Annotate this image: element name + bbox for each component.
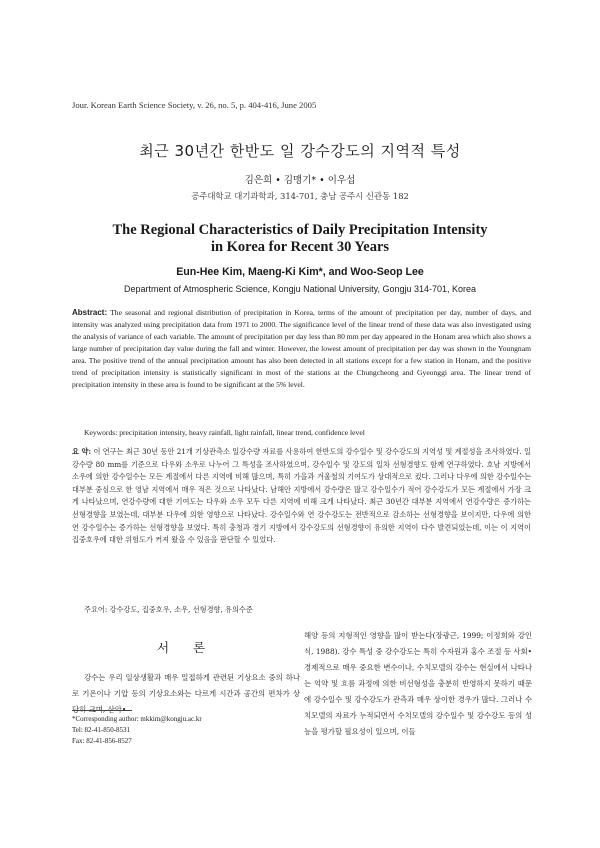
abstract-text: The seasonal and regional distribution of precipitation in Korea, terms of the amount of precipitation per day, number of days, and intensity was analyzed using precipitation data from 1971 to 2000. The significance level of the linear trend of these data was also investigated using the analysis of variance of each variable. The amount of precipitation per day less than 80 mm per day appeared in the Honam area which also shows a large number of precipitation day value during the fall and winter. However, the lowest amount of precipitation per day was shown in the Youngnam area. The positive trend of the annual precipitation amount has also been detected in all stations except for a few station in Honam, and the positive trend of precipitation intensity is statistically significant in most of the stations at the Chungcheong and Gyeonggi area. The linear trend of precipitation intensity in these area is found to be significant at the 5% level. — [72, 308, 532, 389]
authors-english: Eun-Hee Kim, Maeng-Ki Kim*, and Woo-Seop Lee — [176, 266, 424, 278]
korean-abstract-label: 요 약: — [72, 447, 92, 456]
footnote-fax: Fax: 82-41-856-8527 — [72, 737, 132, 745]
paper-title-english — [60, 222, 540, 256]
paper-title-korean: 최근 30년간 한반도 일 강수강도의 지역적 특성 — [139, 142, 461, 160]
section-title-introduction: 서 론 — [156, 640, 216, 655]
right-column — [304, 628, 532, 740]
footnote-divider — [72, 710, 132, 711]
left-column-body: 강수는 우리 일상생활과 매우 밀접하게 관련된 기상요소 중의 하나로 기온이나 기압 등의 기상요소와는 다르게 시간과 공간의 편차가 상당히 크며, 산악• — [72, 673, 300, 714]
title-english-line-1: The Regional Characteristics of Daily Precipitation Intensity — [112, 222, 488, 238]
keywords: Keywords: precipitation intensity, heavy rainfall, light rainfall, linear trend, confidence level — [84, 428, 365, 437]
left-column — [72, 638, 300, 718]
abstract — [72, 307, 531, 391]
footnote-tel: Tel: 82-41-850-8531 — [72, 726, 131, 734]
right-column-body: 해양 등의 지형적인 영향을 많이 받는다(장광근, 1999; 이정희와 강인식, 1988). 강수 특성 중 강수강도는 특히 수자원과 홍수 조절 등 사회•경제적으로 매우 중요한 변수이나, 수치모델의 강수는 현실에서 나타나는 억약 및 흐름 과정에 의한 비선형성을 충분히 반영하지 못하기 때문에 강수일수 및 강수강도가 관측과 매우 상이한 경우가 많다. 그러나 수치모델의 자료가 누적되면서 수치모델의 강수일수 및 강수강도 등의 성능을 평가할 필요성이 있으며, 이들 — [304, 631, 532, 736]
title-english-line-2: in Korea for Recent 30 Years — [210, 239, 390, 255]
affiliation-korean: 공주대학교 대기과학과, 314-701, 충남 공주시 신관동 182 — [191, 191, 409, 201]
korean-abstract-text: 이 연구는 최근 30년 동안 21개 기상관측소 일강수량 자료를 사용하여 한반도의 강수일수 및 강수강도의 지역성 및 계절성을 조사하였다. 일강수량 80 mm를 기준으로 다우와 소우로 나누어 그 특성을 조사하였으며, 강수일수 및 강도의 일차 선형경향도 함께 연구하였다. 호남 지방에서 소우에 의한 강수일수는 모든 계절에서 다른 지역에 비해 많으며, 특히 가을과 겨울철의 기여도가 상대적으로 컸다. 그러나 다우에 의한 강수일수는 대부분 중심으로 한 영남 지역에서 매우 적은 것으로 나타났다. 남해안 지방에서 강수량은 많고 강수일수가 적어 강수강도가 모든 계절에서 가장 크게 나타났으며, 연강수량에 대한 기여도는 다우와 소우 모두 다른 지역에 비해 크게 나타났다. 최근 30년간 대부분 지역에서 연강수량은 증가하는 선형경향을 보였는데, 대부분 다우에 의한 영향으로 나타났다. 강수일수와 연 강수강도는 전반적으로 감소하는 선형경향을 보이지만, 다우에 의한 연 강수일수는 증가하는 선형경향을 보였다. 특히 충청과 경기 지방에서 강수강도의 선형경향이 유의한 지역이 다수 발견되었는데, 이는 이 지역이 집중호우에 대한 위험도가 커져 왔을 수 있음을 판단할 수 있었다. — [72, 447, 531, 545]
journal-header: Jour. Korean Earth Science Society, v. 26, no. 5, p. 404-416, June 2005 — [72, 100, 317, 110]
footnote-corresponding: *Corresponding author: mkkim@kongju.ac.kr — [72, 715, 202, 723]
korean-keywords: 주요어: 강수강도, 집중호우, 소우, 선형경향, 유의수준 — [84, 605, 253, 614]
abstract-label: Abstract: — [72, 308, 108, 317]
authors-korean: 김은희 • 김맹기* • 이우섭 — [244, 175, 356, 186]
affiliation-english: Department of Atmospheric Science, Kongju National University, Gongju 314-701, Korea — [123, 284, 477, 294]
footnote — [72, 714, 300, 747]
korean-abstract — [72, 446, 531, 547]
